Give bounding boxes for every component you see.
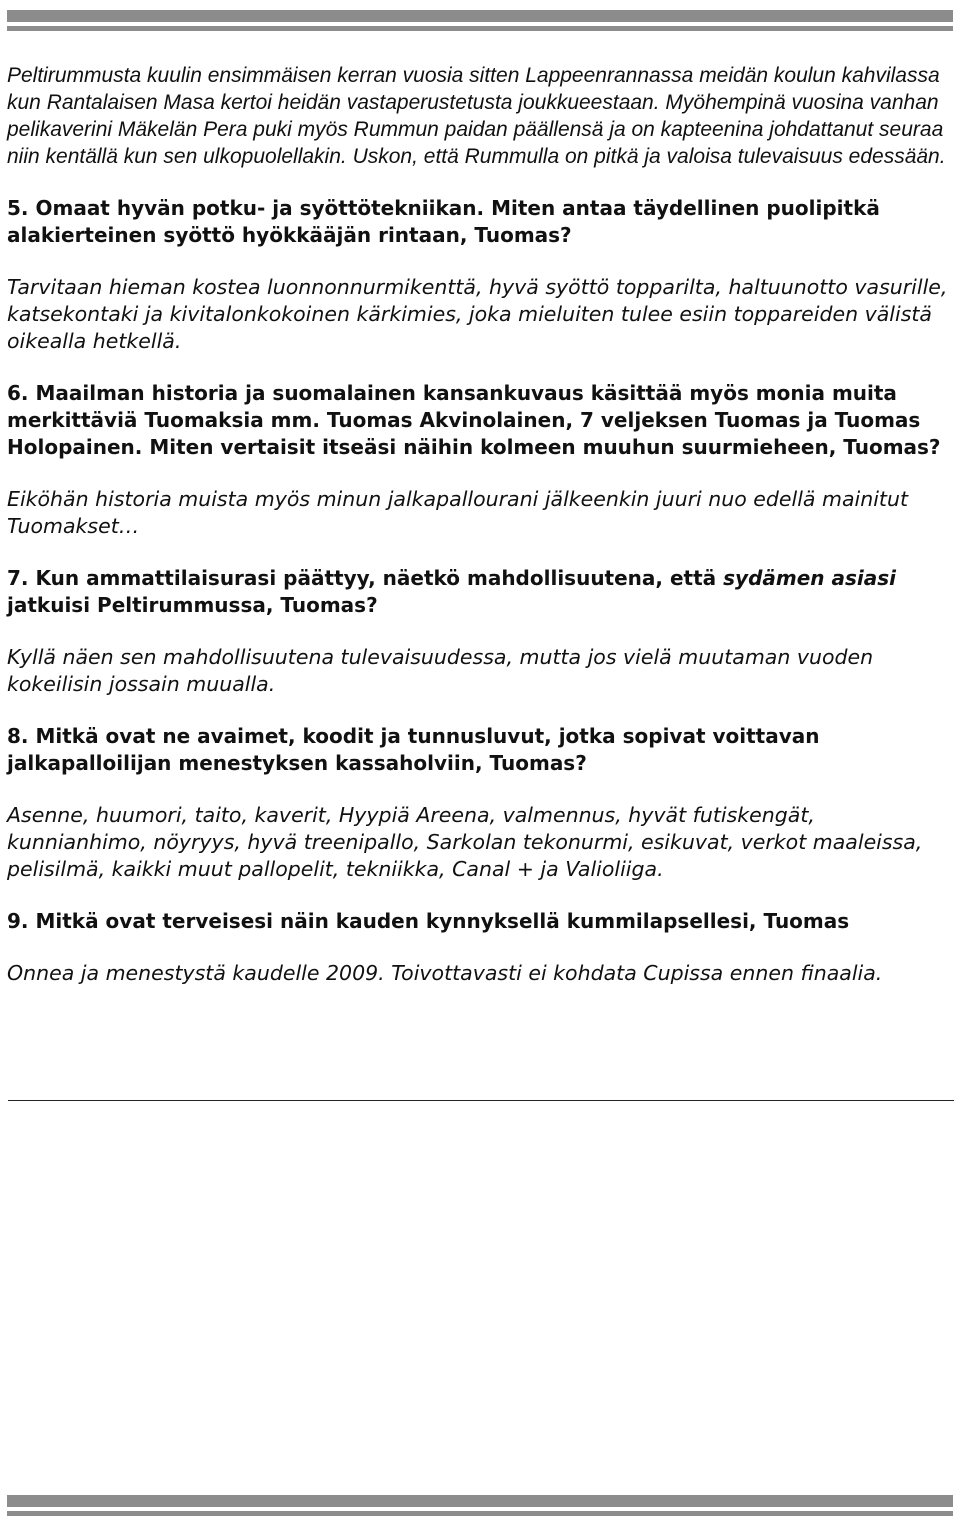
header-rule	[7, 10, 953, 31]
answer-8: Asenne, huumori, taito, kaverit, Hyypiä Areena, valmennus, hyvät futiskengät, kunnianhimo, nöyryys, hyvä treenipallo, Sarkolan tekonurmi, esikuvat, verkot maaleissa, pelisilmä, kaikki muut pallopelit, tekniikka, Canal + ja Valioliiga.	[7, 803, 923, 881]
answer-6: Eiköhän historia muista myös minun jalkapallourani jälkeenkin juuri nuo edellä mainitut Tuomakset…	[7, 487, 908, 538]
answer-9: Onnea ja menestystä kaudelle 2009. Toivottavasti ei kohdata Cupissa ennen finaalia.	[7, 961, 883, 985]
question-5: 5. Omaat hyvän potku- ja syöttötekniikan. Miten antaa täydellinen puolipitkä alakierteinen syöttö hyökkääjän rintaan, Tuomas?	[7, 196, 880, 247]
intro-paragraph	[7, 62, 955, 170]
question-9: 9. Mitkä ovat terveisesi näin kauden kynnyksellä kummilapsellesi, Tuomas	[7, 909, 850, 933]
intro-text-2: Uskon, että Rummulla on pitkä ja valoisa tulevaisuus edessään.	[352, 145, 946, 168]
question-7-emphasis: sydämen asiasi	[723, 566, 897, 590]
question-7-part-b: jatkuisi Peltirummussa, Tuomas?	[7, 593, 378, 617]
article-body	[7, 62, 955, 987]
footer-rule-thick	[7, 1495, 953, 1507]
header-rule-thin	[7, 26, 953, 31]
answer-5: Tarvitaan hieman kostea luonnonnurmikenttä, hyvä syöttö topparilta, haltuunotto vasurille, katsekontaki ja kivitalonkokoinen kärkimies, joka mieluiten tulee esiin toppareiden välistä oikealla hetkellä.	[7, 275, 948, 353]
question-8: 8. Mitkä ovat ne avaimet, koodit ja tunnusluvut, jotka sopivat voittavan jalkapalloilijan menestyksen kassaholviin, Tuomas?	[7, 724, 820, 775]
header-rule-thick	[7, 10, 953, 22]
footer-rule	[7, 1495, 953, 1516]
question-6: 6. Maailman historia ja suomalainen kansankuvaus käsittää myös monia muita merkittäviä Tuomaksia mm. Tuomas Akvinolainen, 7 veljeksen Tuomas ja Tuomas Holopainen. Miten vertaisit itseäsi näihin kolmeen muuhun suurmieheen, Tuomas?	[7, 381, 941, 459]
answer-7: Kyllä näen sen mahdollisuutena tulevaisuudessa, mutta jos vielä muutaman vuoden kokeilisin jossain muualla.	[7, 645, 874, 696]
question-7-part-a: 7. Kun ammattilaisurasi päättyy, näetkö mahdollisuutena, että	[7, 566, 717, 590]
intro-text-1: Peltirummusta kuulin ensimmäisen kerran vuosia sitten Lappeenrannassa meidän koulun kahvilassa kun Rantalaisen Masa kertoi heidän vastaperustetusta joukkueestaan. Myöhempinä vuosina vanhan pelikaverini Mäkelän Pera puki myös Rummun paidan päällensä ja on kapteenina johdattanut seuraa niin kentällä kun sen ulkopuolellakin.	[7, 64, 944, 168]
end-divider	[8, 1100, 954, 1101]
question-7	[7, 565, 955, 619]
footer-rule-thin	[7, 1511, 953, 1516]
